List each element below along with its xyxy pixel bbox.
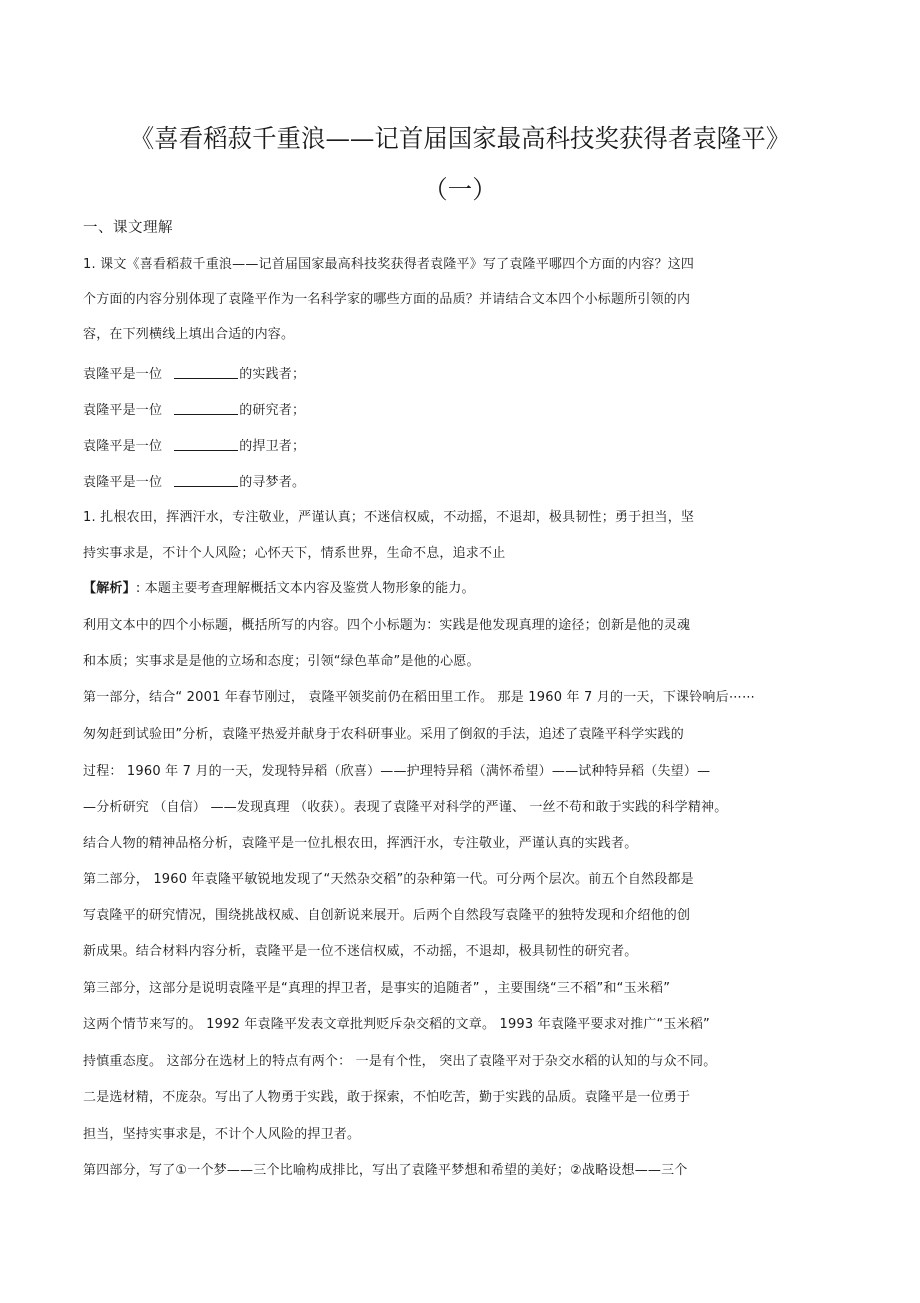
document-subtitle: （一） [423,175,497,204]
fill-blank-suffix: 的寻梦者。 [239,475,306,490]
question-line: 1. 课文《喜看稻菽千重浪——记首届国家最高科技奖获得者袁隆平》写了袁隆平哪四个方面的内容？这四 [83,257,695,272]
analysis-line: 第二部分， 1960 年袁隆平敏锐地发现了“天然杂交稻”的杂种第一代。可分两个层次。前五个自然段都是 [83,872,694,887]
analysis-line: —分析研究 （自信） ——发现真理 （收获）。表现了袁隆平对科学的严谨、 一丝不苟和敢于实践的科学精神。 [83,800,728,815]
analysis-line: 第一部分，结合“ 2001 年春节刚过， 袁隆平领奖前仍在稻田里工作。 那是 1960 年 7 月的一天，下课铃响后⋯⋯ [83,690,756,705]
answer-line: 持实事求是，不计个人风险；心怀天下，情系世界，生命不息，追求不止 [83,546,506,561]
fill-blank-prefix: 袁隆平是一位 [83,403,163,418]
fill-blank-suffix: 的实践者； [239,367,306,382]
section-heading: 一、课文理解 [83,220,173,236]
analysis-line: 过程： 1960 年 7 月的一天，发现特异稻（欣喜）——护理特异稻（满怀希望）——试种特异稻（失望）— [83,764,711,779]
analysis-line: 和本质；实事求是是他的立场和态度；引领“绿色革命”是他的心愿。 [83,654,480,669]
answer-blank[interactable] [174,400,238,415]
fill-blank-prefix: 袁隆平是一位 [83,475,163,490]
question-line: 容，在下列横线上填出合适的内容。 [83,327,295,342]
fill-blank-prefix: 袁隆平是一位 [83,439,163,454]
answer-blank[interactable] [174,364,238,379]
analysis-line: 这两个情节来写的。 1992 年袁隆平发表文章批判贬斥杂交稻的文章。 1993 年袁隆平要求对推广“玉米稻” [83,1017,710,1032]
fill-blank-suffix: 的研究者； [239,403,306,418]
fill-blank-line [83,400,305,420]
fill-blank-line [83,472,305,492]
document-title: 《喜看稻菽千重浪——记首届国家最高科技奖获得者袁隆平》 [129,124,791,153]
analysis-line: 结合人物的精神品格分析，袁隆平是一位扎根农田，挥洒汗水，专注敬业，严谨认真的实践者。 [83,836,638,851]
analysis-intro-text: : 本题主要考查理解概括文本内容及鉴赏人物形象的能力。 [135,581,475,596]
analysis-line: 第三部分，这部分是说明袁隆平是“真理的捍卫者，是事实的追随者” ，主要围绕“三不稻”和“玉米稻” [83,981,671,996]
analysis-line: 第四部分，写了①一个梦——三个比喻构成排比，写出了袁隆平梦想和希望的美好；②战略设想——三个 [83,1163,688,1178]
fill-blank-suffix: 的捍卫者； [239,439,306,454]
analysis-line: 持慎重态度。 这部分在选材上的特点有两个： 一是有个性， 突出了袁隆平对于杂交水稻的认知的与众不同。 [83,1054,717,1069]
question-line: 个方面的内容分别体现了袁隆平作为一名科学家的哪些方面的品质？并请结合文本四个小标题所引领的内 [83,292,691,307]
analysis-line: 利用文本中的四个小标题，概括所写的内容。四个小标题为：实践是他发现真理的途径；创新是他的灵魂 [83,618,691,633]
answer-blank[interactable] [174,436,238,451]
fill-blank-prefix: 袁隆平是一位 [83,367,163,382]
fill-blank-line [83,364,305,384]
analysis-line: 写袁隆平的研究情况，围绕挑战权威、自创新说来展开。后两个自然段写袁隆平的独特发现和介绍他的创 [83,908,691,923]
analysis-label: 【解析】 [83,581,136,596]
answer-blank[interactable] [174,472,238,487]
answer-line: 1. 扎根农田，挥洒汗水，专注敬业，严谨认真；不迷信权威，不动摇，不退却，极具韧性；勇于担当，坚 [83,510,695,525]
fill-blank-line [83,436,305,456]
analysis-line: 匆匆赶到试验田”分析，袁隆平热爱并献身于农科研事业。采用了倒叙的手法，追述了袁隆平科学实践的 [83,727,684,742]
analysis-intro-line [83,580,475,598]
analysis-line: 担当，坚持实事求是，不计个人风险的捍卫者。 [83,1127,361,1142]
analysis-line: 二是选材精，不庞杂。写出了人物勇于实践，敢于探索，不怕吃苦，勤于实践的品质。袁隆平是一位勇于 [83,1090,691,1105]
analysis-line: 新成果。结合材料内容分析，袁隆平是一位不迷信权威，不动摇，不退却，极具韧性的研究者。 [83,944,638,959]
